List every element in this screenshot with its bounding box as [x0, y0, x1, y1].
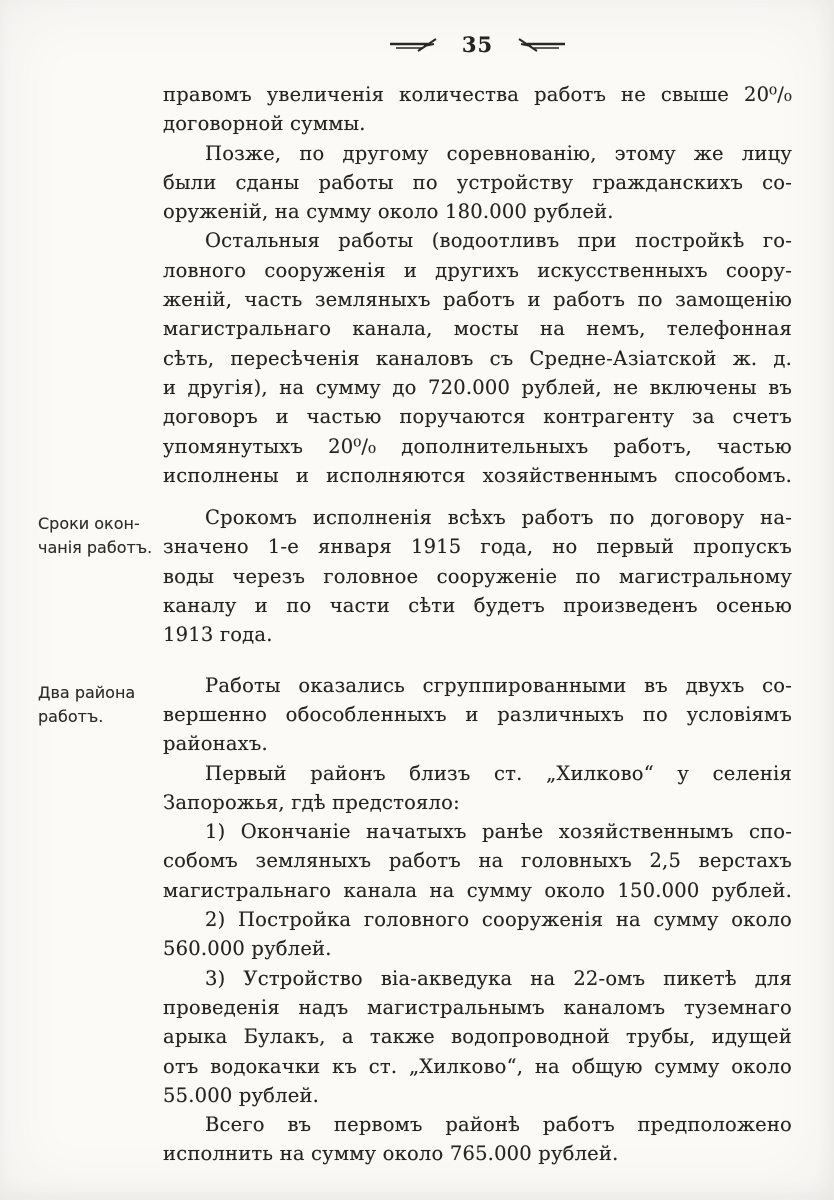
- text-line: договорной суммы.: [163, 112, 366, 136]
- text-line: женій, часть земляныхъ работъ и работъ по замощенію: [163, 288, 792, 312]
- text-line: Позже, по другому соревнованію, этому же лицу: [205, 141, 792, 165]
- text-line: сѣть, пересѣченія каналовъ съ Средне-Азіатской ж. д.: [163, 346, 792, 370]
- text-line: и другія), на сумму до 720.000 рублей, не включены въ: [163, 375, 792, 399]
- text-line: упомянутыхъ 20⁰/₀ дополнительныхъ работъ, частью: [163, 434, 792, 458]
- text-line: исполнить на сумму около 765.000 рублей.: [163, 1142, 619, 1166]
- text-line: магистральнаго канала, мосты на немъ, телефонная: [163, 317, 792, 341]
- text-line: договоръ и частью поручаются контрагенту за счетъ: [163, 405, 792, 429]
- text-line: 55.000 рублей.: [163, 1083, 320, 1107]
- text-line: 1) Окончаніе начатыхъ ранѣе хозяйственнымъ спо-: [205, 820, 792, 844]
- paragraph: [163, 80, 792, 139]
- page-ornament-right-icon: [515, 37, 567, 53]
- paragraph: [163, 671, 792, 759]
- margin-note-srok: [38, 512, 163, 560]
- text-line: Первый районъ близъ ст. „Хилково“ у селенія: [205, 761, 792, 785]
- margin-note-line: чанія работъ.: [38, 538, 153, 557]
- body-text-column: [163, 80, 792, 1169]
- text-line: арыка Булакъ, а также водопроводной трубы, идущей: [163, 1025, 792, 1049]
- margin-note-rayony: [38, 681, 163, 729]
- text-line: воды черезъ головное сооруженіе по магистральному: [163, 564, 792, 588]
- text-line: ловного сооруженія и другихъ искусственныхъ соору-: [163, 258, 792, 282]
- text-line: значено 1-е января 1915 года, но первый пропускъ: [163, 535, 792, 559]
- paragraph: [163, 139, 792, 227]
- text-line: каналу и по части сѣти будетъ произведенъ осенью: [163, 594, 792, 618]
- text-line: 560.000 рублей.: [163, 937, 332, 961]
- text-line: отъ водокачки къ ст. „Хилково“, на общую сумму около: [163, 1054, 792, 1078]
- text-line: 3) Устройство віа-акведука на 22-омъ пикетѣ для: [205, 966, 792, 990]
- text-line: Срокомъ исполненія всѣхъ работъ по договору на-: [205, 506, 792, 530]
- text-line: районахъ.: [163, 732, 268, 756]
- paragraph: [163, 759, 792, 818]
- text-line: оруженій, на сумму около 180.000 рублей.: [163, 200, 614, 224]
- paragraph: [163, 226, 792, 490]
- text-line: Всего въ первомъ районѣ работъ предположено: [205, 1113, 792, 1137]
- text-line: исполнены и исполняются хозяйственнымъ способомъ.: [163, 463, 792, 487]
- text-line: 2) Постройка головного сооруженія на сумму около: [205, 908, 792, 932]
- text-line: Работы оказались сгруппированными въ двухъ со-: [205, 673, 792, 697]
- margin-note-line: работъ.: [38, 707, 104, 726]
- page-ornament-left-icon: [388, 37, 440, 53]
- paragraph: [163, 964, 792, 1110]
- text-line: вершенно обособленныхъ и различныхъ по условіямъ: [163, 702, 792, 726]
- text-line: Запорожья, гдѣ предстояло:: [163, 790, 460, 814]
- text-line: Остальныя работы (водоотливъ при постройкѣ го-: [205, 229, 792, 253]
- paragraph: [163, 905, 792, 964]
- text-line: собомъ земляныхъ работъ на головныхъ 2,5 верстахъ: [163, 849, 792, 873]
- paragraph: [163, 817, 792, 905]
- paragraph: [163, 503, 792, 649]
- page-header: [163, 32, 792, 57]
- text-line: были сданы работы по устройству гражданскихъ со-: [163, 170, 792, 194]
- margin-note-line: Сроки окон-: [38, 514, 140, 533]
- paragraph: [163, 1110, 792, 1169]
- text-line: 1913 года.: [163, 623, 273, 647]
- text-line: магистральнаго канала на сумму около 150.000 рублей.: [163, 878, 792, 902]
- page-number: 35: [461, 32, 494, 57]
- text-line: проведенія надъ магистральнымъ каналомъ туземнаго: [163, 995, 792, 1019]
- text-line: правомъ увеличенія количества работъ не свыше 20⁰/₀: [163, 83, 792, 106]
- margin-note-line: Два района: [38, 683, 136, 702]
